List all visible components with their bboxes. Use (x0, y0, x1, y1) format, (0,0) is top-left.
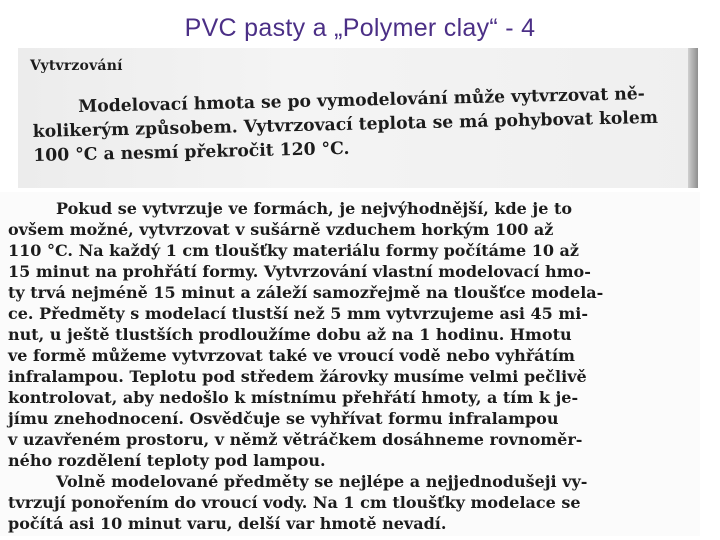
text-line: tvrzují ponořením do vroucí vody. Na 1 cm tloušťky modelace se (8, 493, 581, 512)
paragraph-body (8, 198, 692, 534)
text-line: Modelovací hmota se po vymodelování může vytvrzovat ně- (78, 84, 646, 117)
text-line: ce. Předměty s modelací tlustší než 5 mm vytvrzujeme asi 45 mi- (8, 304, 588, 323)
scanned-text-top (18, 48, 698, 188)
text-line: 15 minut na prohřátí formy. Vytvrzování vlastní modelovací hmo- (8, 262, 591, 281)
slide-title: PVC pasty a „Polymer clay“ - 4 (184, 14, 536, 42)
text-line: 100 °C a nesmí překročit 120 °C. (33, 138, 350, 166)
text-line: kontrolovat, aby nedošlo k místnímu přehřátí hmoty, a tím k je- (8, 388, 579, 407)
text-line: ného rozdělení teploty pod lampou. (8, 451, 326, 470)
text-line: v uzavřeném prostoru, v němž větráčkem dosáhneme rovnoměr- (8, 430, 583, 449)
text-line: počítá asi 10 minut varu, delší var hmotě nevadí. (8, 514, 447, 533)
text-line: kolikerým způsobem. Vytvrzovací teplota se má pohybovat kolem (32, 107, 659, 142)
text-line: nut, u ještě tlustších prodloužíme dobu až na 1 hodinu. Hmotu (8, 325, 572, 344)
text-line: 110 °C. Na každý 1 cm tloušťky materiálu formy počítáme 10 až (8, 241, 579, 260)
text-line: ve formě můžeme vytvrzovat také ve vroucí vodě nebo vyhřátím (8, 346, 575, 365)
section-heading: Vytvrzování (30, 58, 123, 74)
page-edge-shadow (688, 48, 698, 188)
text-line: ovšem možné, vytvrzovat v sušárně vzduchem horkým 100 až (8, 220, 554, 239)
scanned-text-bottom (0, 192, 700, 536)
text-line: Pokud se vytvrzuje ve formách, je nejvýhodnější, kde je to (56, 199, 572, 218)
text-line: infralampou. Teplotu pod středem žárovky musíme velmi pečlivě (8, 367, 587, 386)
paragraph-intro (32, 81, 689, 168)
text-line: ty trvá nejméně 15 minut a záleží samozřejmě na tloušťce modela- (8, 283, 604, 302)
text-line: Volně modelované předměty se nejlépe a nejjednodušeji vy- (56, 472, 588, 491)
text-line: jímu znehodnocení. Osvědčuje se vyhřívat formu infralampou (8, 409, 559, 428)
